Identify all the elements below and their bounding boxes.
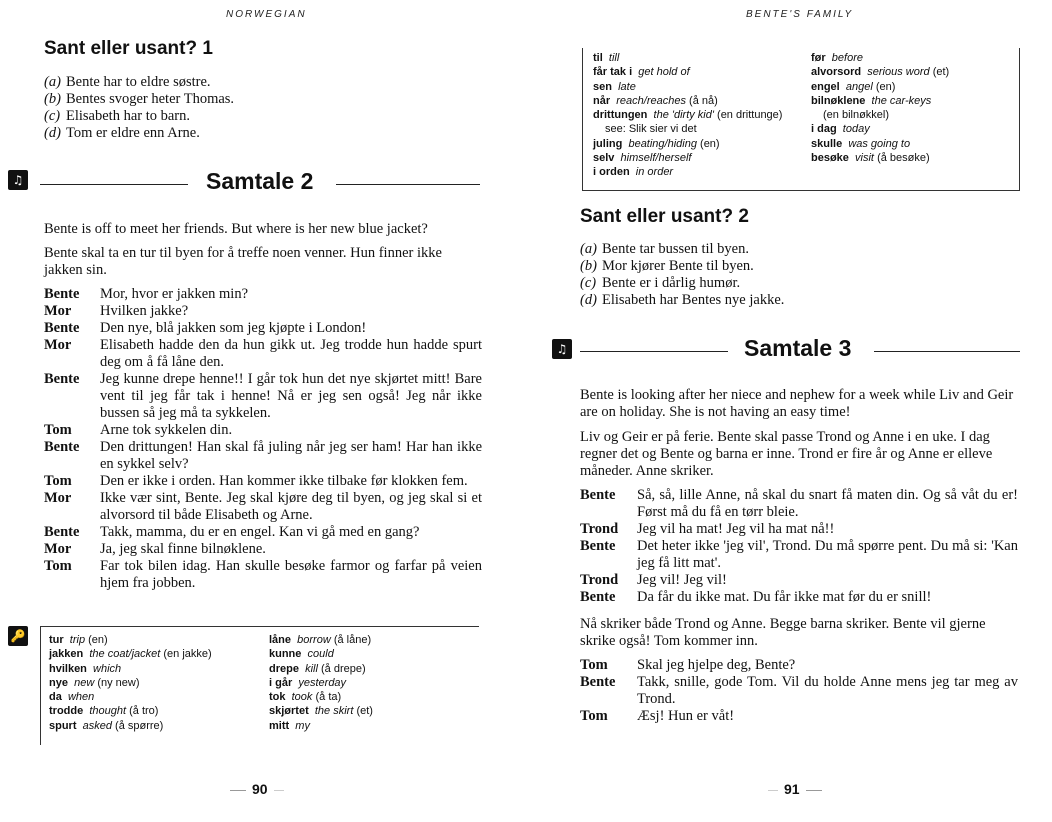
speaker: Bente [44,524,80,540]
dialogue-text: Så, så, lille Anne, nå skal du snart få maten din. Og så våt du er! Først må du få en tørr bleie. [637,487,1018,520]
vocab-gloss: my [295,719,310,732]
speaker: Bente [580,589,616,605]
vocab-word: i dag [811,123,837,136]
question-label: (c) [44,108,61,124]
vocab-entry [593,51,782,65]
exercise-2-title: Sant eller usant? 2 [580,206,749,227]
speaker: Mor [44,490,72,506]
vocab-word: i orden [593,166,630,179]
vocab-extra: (et) [356,705,373,718]
page-number-right [762,781,828,797]
dialogue-text: Far tok bilen idag. Han skulle besøke farmor og farfar på veien hjem fra jobben. [100,558,482,591]
vocab-word: tok [269,691,286,704]
question-label: (b) [580,258,597,274]
dialogue-line [44,286,482,303]
dialogue-text: Jeg kunne drepe henne!! I går tok hun det nye skjørtet mitt! Bare vent til jeg får tak i henne! Nå er jeg sen også! Jeg når ikke bussen så jeg må ta sykkelen. [100,371,482,421]
dialogue-samtale-3-part-1 [580,487,1018,606]
vocab-entry [811,137,949,151]
page-number-left [224,781,290,797]
vocab-word: spurt [49,719,77,732]
vocab-gloss: angel [845,80,873,93]
vocab-gloss: yesterday [298,676,347,689]
vocab-gloss: thought [89,705,127,718]
running-head-left: NORWEGIAN [226,9,307,20]
vocab-entry [49,647,212,661]
vocab-extra: (en drittunge) [717,109,783,122]
speaker: Bente [580,674,616,690]
dialogue-line [580,538,1018,572]
speaker: Tom [44,422,72,438]
vocab-extra: (å låne) [333,634,372,646]
vocab-extra: see: Slik sier vi det [605,123,697,136]
vocab-entry [49,662,212,676]
vocabulary-box-left [40,626,479,745]
intro-norwegian: Bente skal ta en tur til byen for å treffe noen venner. Hun finner ikke jakken sin. [44,245,442,278]
dialogue-line [580,521,1018,538]
vocab-entry [593,65,782,79]
vocab-entry [811,122,949,136]
question-text: Bente er i dårlig humør. [602,275,741,291]
speaker: Bente [44,286,80,302]
vocab-gloss: till [608,52,620,64]
vocab-word: tur [49,634,64,646]
question-label: (c) [580,275,597,291]
dialogue-line [580,708,1018,725]
key-icon: 🔑 [8,626,28,646]
speaker: Mor [44,541,72,557]
right-page [526,0,1052,822]
dialogue-text: Ja, jeg skal finne bilnøklene. [100,541,266,557]
dialogue-text: Elisabeth hadde den da hun gikk ut. Jeg trodde hun hadde spurt deg om å få låne den. [100,337,482,370]
vocab-column-1 [593,51,782,180]
vocab-entry [49,719,212,733]
question-item [580,241,784,258]
section-title: Samtale 3 [744,335,852,361]
vocab-entry [811,65,949,79]
vocab-gloss: the coat/jacket [89,648,161,661]
vocab-entry [811,108,949,122]
vocab-entry [593,80,782,94]
page-number: 90 [252,781,268,797]
question-label: (a) [580,241,597,257]
vocab-entry [593,165,782,179]
vocab-word: da [49,691,62,704]
question-item [580,258,784,275]
question-text: Bente har to eldre søstre. [66,74,211,90]
vocab-word: selv [593,152,615,165]
running-head-right: BENTE'S FAMILY [746,9,854,20]
vocab-word: trodde [49,705,84,718]
vocab-entry [811,151,949,165]
dialogue-text: Takk, mamma, du er en engel. Kan vi gå med en gang? [100,524,420,540]
vocab-extra: (en) [88,634,108,646]
exercise-1-title: Sant eller usant? 1 [44,38,213,59]
speaker: Tom [580,657,608,673]
vocab-extra: (å tro) [129,705,159,718]
vocab-gloss: visit [855,152,874,165]
vocab-gloss: which [93,662,122,675]
vocab-gloss: today [842,123,870,136]
vocab-gloss: late [618,80,636,93]
vocab-entry [49,676,212,690]
intro-english: Bente is off to meet her friends. But where is her new blue jacket? [44,221,428,237]
question-item [44,91,234,108]
vocab-entry [811,94,949,108]
section-rule-right [874,351,1020,352]
vocab-entry [49,704,212,718]
speaker: Bente [44,320,80,336]
dialogue-line [44,473,482,490]
section-title: Samtale 2 [206,168,314,194]
vocab-entry [811,51,949,65]
audio-icon: ♫ [8,170,28,190]
vocab-extra: (ny new) [97,676,140,689]
dialogue-samtale-3-part-2 [580,657,1018,725]
section-rule-left [580,351,728,352]
vocab-word: mitt [269,719,290,732]
question-label: (a) [44,74,61,90]
dialogue-line [580,657,1018,674]
dialogue-line [44,439,482,473]
vocab-gloss: get hold of [638,66,690,79]
vocab-entry [269,676,373,690]
vocab-gloss: took [291,691,313,704]
vocab-extra: (en) [875,80,896,93]
vocab-word: skulle [811,137,843,150]
vocab-gloss: beating/hiding [628,137,697,150]
vocab-gloss: when [67,691,95,704]
vocab-word: før [811,52,826,64]
section-samtale-2 [40,168,480,198]
dialogue-samtale-2 [44,286,482,592]
dialogue-line [44,558,482,592]
vocab-word: alvorsord [811,66,862,79]
vocab-entry [269,719,373,733]
vocab-word: i går [269,676,293,689]
vocab-entry [269,647,373,661]
dialogue-text: Mor, hvor er jakken min? [100,286,249,302]
vocab-gloss: was going to [848,137,911,150]
speaker: Tom [580,708,608,724]
vocab-gloss: reach/reaches [616,94,686,107]
dialogue-line [44,320,482,337]
exercise-2-list [580,241,784,309]
intro-english: Bente is looking after her niece and nephew for a week while Liv and Geir are on holiday. She is not having an easy time! [580,387,1014,420]
vocab-extra: (å besøke) [877,152,930,165]
vocab-gloss: himself/herself [620,152,692,165]
speaker: Trond [580,521,619,537]
vocab-gloss: the 'dirty kid' [653,109,714,122]
dialogue-text: Takk, snille, gode Tom. Vil du holde Anne mens jeg tar meg av Trond. [637,674,1018,707]
vocab-extra: (en) [700,137,720,150]
speaker: Tom [44,473,72,489]
speaker: Bente [580,487,616,503]
page-number: 91 [784,781,800,797]
question-item [44,125,234,142]
vocab-word: bilnøklene [811,94,866,107]
vocab-gloss: kill [305,662,318,675]
speaker: Tom [44,558,72,574]
vocab-entry [593,94,782,108]
vocab-word: engel [811,80,840,93]
vocab-gloss: could [307,648,334,661]
vocab-column-2 [811,51,949,165]
question-label: (d) [44,125,61,141]
vocab-word: får tak i [593,66,633,79]
vocab-entry [269,633,373,647]
dialogue-line [44,541,482,558]
vocab-word: sen [593,80,612,93]
vocab-word: kunne [269,648,302,661]
dialogue-line [44,371,482,422]
speaker: Bente [44,371,80,387]
vocab-entry [593,137,782,151]
vocab-extra: (et) [932,66,950,79]
vocab-extra: (å drepe) [321,662,366,675]
vocab-gloss: the car-keys [871,94,932,107]
question-text: Tom er eldre enn Arne. [66,125,200,141]
vocab-word: hvilken [49,662,87,675]
vocab-column-2 [269,633,373,733]
vocab-gloss: the skirt [314,705,354,718]
vocab-entry [269,690,373,704]
intro-norwegian: Liv og Geir er på ferie. Bente skal passe Trond og Anne i en uke. I dag regner det og Bente og barna er inne. Trond er fire år og Anne er elleve måneder. Anne skriker. [580,429,993,479]
dialogue-text: Det heter ikke 'jeg vil', Trond. Du må spørre pent. Du må si: 'Kan jeg få litt mat'. [637,538,1018,571]
question-item [44,108,234,125]
question-text: Bentes svoger heter Thomas. [66,91,235,107]
vocab-gloss: serious word [867,66,930,79]
vocab-entry [49,633,212,647]
exercise-1-list [44,74,234,142]
vocab-extra: (å spørre) [115,719,164,732]
vocab-extra: (å ta) [315,691,342,704]
vocab-word: drepe [269,662,299,675]
vocab-gloss: trip [69,634,86,646]
dialogue-text: Den drittungen! Han skal få juling når jeg ser ham! Har han ikke en sykkel selv? [100,439,482,472]
vocab-gloss: new [74,676,95,689]
dialogue-text: Hvilken jakke? [100,303,189,319]
dialogue-text: Skal jeg hjelpe deg, Bente? [637,657,796,673]
section-rule-left [40,184,188,185]
speaker: Trond [580,572,619,588]
dialogue-line [44,490,482,524]
vocabulary-box-right [582,48,1020,191]
dialogue-line [44,303,482,320]
vocab-column-1 [49,633,212,733]
speaker: Bente [580,538,616,554]
vocab-word: jakken [49,648,84,661]
vocab-word: låne [269,634,292,646]
vocab-gloss: in order [635,166,674,179]
speaker: Bente [44,439,80,455]
vocab-word: til [593,52,603,64]
dialogue-text: Den nye, blå jakken som jeg kjøpte i London! [100,320,367,336]
dialogue-line [580,572,1018,589]
vocab-word: skjørtet [269,705,309,718]
vocab-entry [49,690,212,704]
vocab-word: juling [593,137,623,150]
vocab-word: besøke [811,152,849,165]
question-text: Elisabeth har Bentes nye jakke. [602,292,785,308]
vocab-entry [593,108,782,122]
dialogue-text: Jeg vil ha mat! Jeg vil ha mat nå!! [637,521,835,537]
dialogue-text: Da får du ikke mat. Du får ikke mat før du er snill! [637,589,932,605]
dialogue-line [44,337,482,371]
vocab-entry [269,704,373,718]
dialogue-line [580,487,1018,521]
question-text: Elisabeth har to barn. [66,108,191,124]
dialogue-line [580,589,1018,606]
section-samtale-3 [580,335,1020,365]
vocab-word: drittungen [593,109,648,122]
vocab-entry [269,662,373,676]
vocab-extra: (å nå) [689,94,718,107]
vocab-extra: (en bilnøkkel) [823,109,890,122]
question-item [44,74,234,91]
vocab-entry [593,151,782,165]
speaker: Mor [44,303,72,319]
middle-paragraph: Nå skriker både Trond og Anne. Begge barna skriker. Bente vil gjerne skrike også! Tom kommer inn. [580,616,986,649]
speaker: Mor [44,337,72,353]
vocab-gloss: before [831,52,863,64]
dialogue-text: Æsj! Hun er våt! [637,708,735,724]
vocab-gloss: asked [82,719,112,732]
dialogue-line [580,674,1018,708]
section-rule-right [336,184,480,185]
vocab-word: nye [49,676,68,689]
dialogue-text: Ikke vær sint, Bente. Jeg skal kjøre deg til byen, og jeg skal si et alvorsord til både Elisabeth og Arne. [100,490,482,523]
vocab-entry [593,122,782,136]
question-item [580,292,784,309]
question-text: Mor kjører Bente til byen. [602,258,754,274]
vocab-gloss: borrow [297,634,331,646]
question-item [580,275,784,292]
vocab-entry [811,80,949,94]
dialogue-text: Jeg vil! Jeg vil! [637,572,727,588]
dialogue-text: Arne tok sykkelen din. [100,422,233,438]
dialogue-text: Den er ikke i orden. Han kommer ikke tilbake før klokken fem. [100,473,468,489]
vocab-extra: (en jakke) [163,648,212,661]
dialogue-line [44,524,482,541]
question-label: (d) [580,292,597,308]
question-label: (b) [44,91,61,107]
question-text: Bente tar bussen til byen. [602,241,749,257]
audio-icon: ♫ [552,339,572,359]
vocab-word: når [593,94,611,107]
dialogue-line [44,422,482,439]
